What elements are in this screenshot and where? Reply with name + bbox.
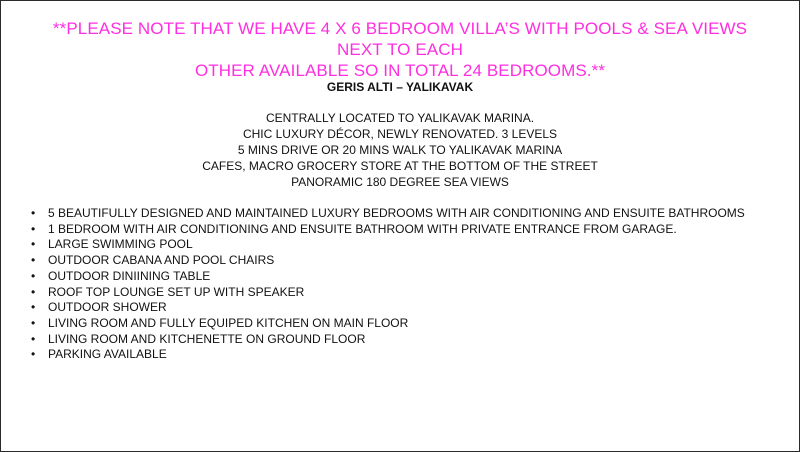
feature-text: 1 BEDROOM WITH AIR CONDITIONING AND ENSUITE BATHROOM WITH PRIVATE ENTRANCE FROM GARAGE. — [48, 221, 677, 236]
availability-notice — [31, 18, 769, 81]
feature-text: ROOF TOP LOUNGE SET UP WITH SPEAKER — [48, 284, 305, 299]
feature-item — [31, 285, 745, 301]
bullet-icon: • — [31, 284, 36, 299]
feature-text: LARGE SWIMMING POOL — [48, 237, 193, 252]
summary-line: 5 MINS DRIVE OR 20 MINS WALK TO YALIKAVAK MARINA — [237, 143, 563, 157]
feature-text: OUTDOOR DINIINING TABLE — [48, 268, 211, 283]
bullet-icon: • — [31, 221, 36, 236]
bullet-icon: • — [31, 206, 36, 220]
feature-text: PARKING AVAILABLE — [48, 347, 167, 362]
summary-line: CHIC LUXURY DÉCOR, NEWLY RENOVATED. 3 LEVELS — [242, 127, 558, 141]
feature-item — [31, 253, 745, 269]
notice-line-2: OTHER AVAILABLE SO IN TOTAL 24 BEDROOMS.** — [194, 61, 606, 80]
feature-item — [31, 316, 745, 332]
feature-item — [31, 300, 745, 316]
feature-item — [31, 332, 745, 348]
summary-line: CENTRALLY LOCATED TO YALIKAVAK MARINA. — [265, 111, 535, 125]
feature-list — [31, 206, 745, 363]
notice-line-1: **PLEASE NOTE THAT WE HAVE 4 X 6 BEDROOM VILLA’S WITH POOLS & SEA VIEWS NEXT TO EACH — [52, 19, 748, 59]
bullet-icon: • — [31, 253, 36, 268]
feature-item — [31, 206, 745, 222]
feature-text: OUTDOOR SHOWER — [48, 300, 167, 315]
feature-item — [31, 347, 745, 363]
feature-item — [31, 269, 745, 285]
property-title: GERIS ALTI – YALIKAVAK — [326, 80, 474, 94]
bullet-icon: • — [31, 268, 36, 283]
summary-line: PANORAMIC 180 DEGREE SEA VIEWS — [291, 175, 509, 189]
feature-text: LIVING ROOM AND KITCHENETTE ON GROUND FLOOR — [48, 331, 366, 346]
feature-item — [31, 222, 745, 238]
feature-item — [31, 237, 745, 253]
feature-text: OUTDOOR CABANA AND POOL CHAIRS — [48, 253, 275, 268]
feature-text: 5 BEAUTIFULLY DESIGNED AND MAINTAINED LUXURY BEDROOMS WITH AIR CONDITIONING AND ENSUITE BATHROOMS — [48, 206, 745, 220]
summary-line: CAFES, MACRO GROCERY STORE AT THE BOTTOM OF THE STREET — [202, 159, 598, 173]
bullet-icon: • — [31, 347, 36, 362]
bullet-icon: • — [31, 237, 36, 252]
feature-text: LIVING ROOM AND FULLY EQUIPED KITCHEN ON MAIN FLOOR — [48, 315, 409, 330]
bullet-icon: • — [31, 315, 36, 330]
property-summary — [1, 110, 799, 190]
bullet-icon: • — [31, 300, 36, 315]
bullet-icon: • — [31, 331, 36, 346]
